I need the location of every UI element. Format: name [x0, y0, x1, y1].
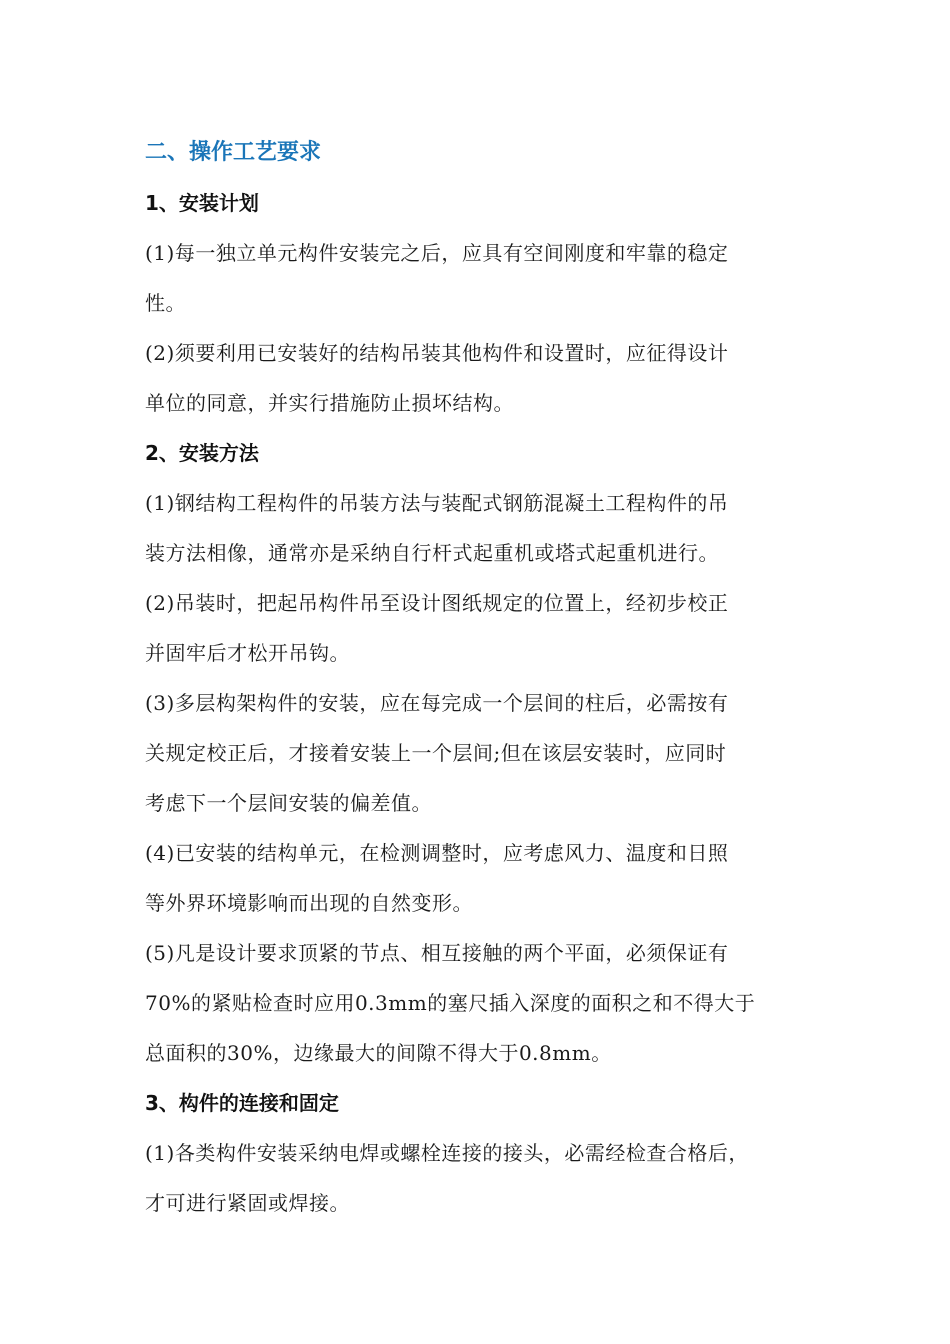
paragraph-line: (5)凡是设计要求顶紧的节点、相互接触的两个平面，必须保证有: [145, 941, 729, 965]
paragraph-line: 总面积的30%，边缘最大的间隙不得大于0.8mm。: [145, 1041, 612, 1065]
paragraph: [145, 828, 815, 928]
paragraph: [145, 1128, 815, 1228]
subsection-heading: 3、构件的连接和固定: [145, 1091, 339, 1115]
paragraph-line: 并固牢后才松开吊钩。: [145, 641, 350, 665]
paragraph-line: 性。: [145, 291, 186, 315]
paragraph: [145, 228, 815, 328]
paragraph-line: 才可进行紧固或焊接。: [145, 1191, 350, 1215]
paragraph-line: 考虑下一个层间安装的偏差值。: [145, 791, 432, 815]
paragraph-line: 关规定校正后，才接着安装上一个层间;但在该层安装时，应同时: [145, 741, 727, 765]
paragraph-line: 单位的同意，并实行措施防止损坏结构。: [145, 391, 514, 415]
paragraph-line: (2)吊装时，把起吊构件吊至设计图纸规定的位置上，经初步校正: [145, 591, 729, 615]
paragraph: [145, 578, 815, 678]
paragraph-line: 70%的紧贴检查时应用0.3mm的塞尺插入深度的面积之和不得大于: [145, 991, 756, 1015]
paragraph-line: (1)各类构件安装采纳电焊或螺栓连接的接头，必需经检查合格后，: [145, 1141, 749, 1165]
paragraph-line: (2)须要利用已安装好的结构吊装其他构件和设置时，应征得设计: [145, 341, 729, 365]
paragraph-line: (3)多层构架构件的安装，应在每完成一个层间的柱后，必需按有: [145, 691, 729, 715]
paragraph-line: (1)每一独立单元构件安装完之后，应具有空间刚度和牢靠的稳定: [145, 241, 729, 265]
paragraph-line: 等外界环境影响而出现的自然变形。: [145, 891, 473, 915]
paragraph: [145, 928, 815, 1078]
paragraph: [145, 478, 815, 578]
paragraph: [145, 328, 815, 428]
subsection-heading: 2、安装方法: [145, 441, 259, 465]
document-body: [145, 128, 815, 1228]
paragraph-line: (1)钢结构工程构件的吊装方法与装配式钢筋混凝土工程构件的吊: [145, 491, 729, 515]
section-title: 二、操作工艺要求: [145, 140, 322, 165]
paragraph: [145, 678, 815, 828]
paragraph-line: 装方法相像，通常亦是采纳自行杆式起重机或塔式起重机进行。: [145, 541, 719, 565]
subsection-heading: 1、安装计划: [145, 191, 259, 215]
paragraph-line: (4)已安装的结构单元，在检测调整时，应考虑风力、温度和日照: [145, 841, 729, 865]
